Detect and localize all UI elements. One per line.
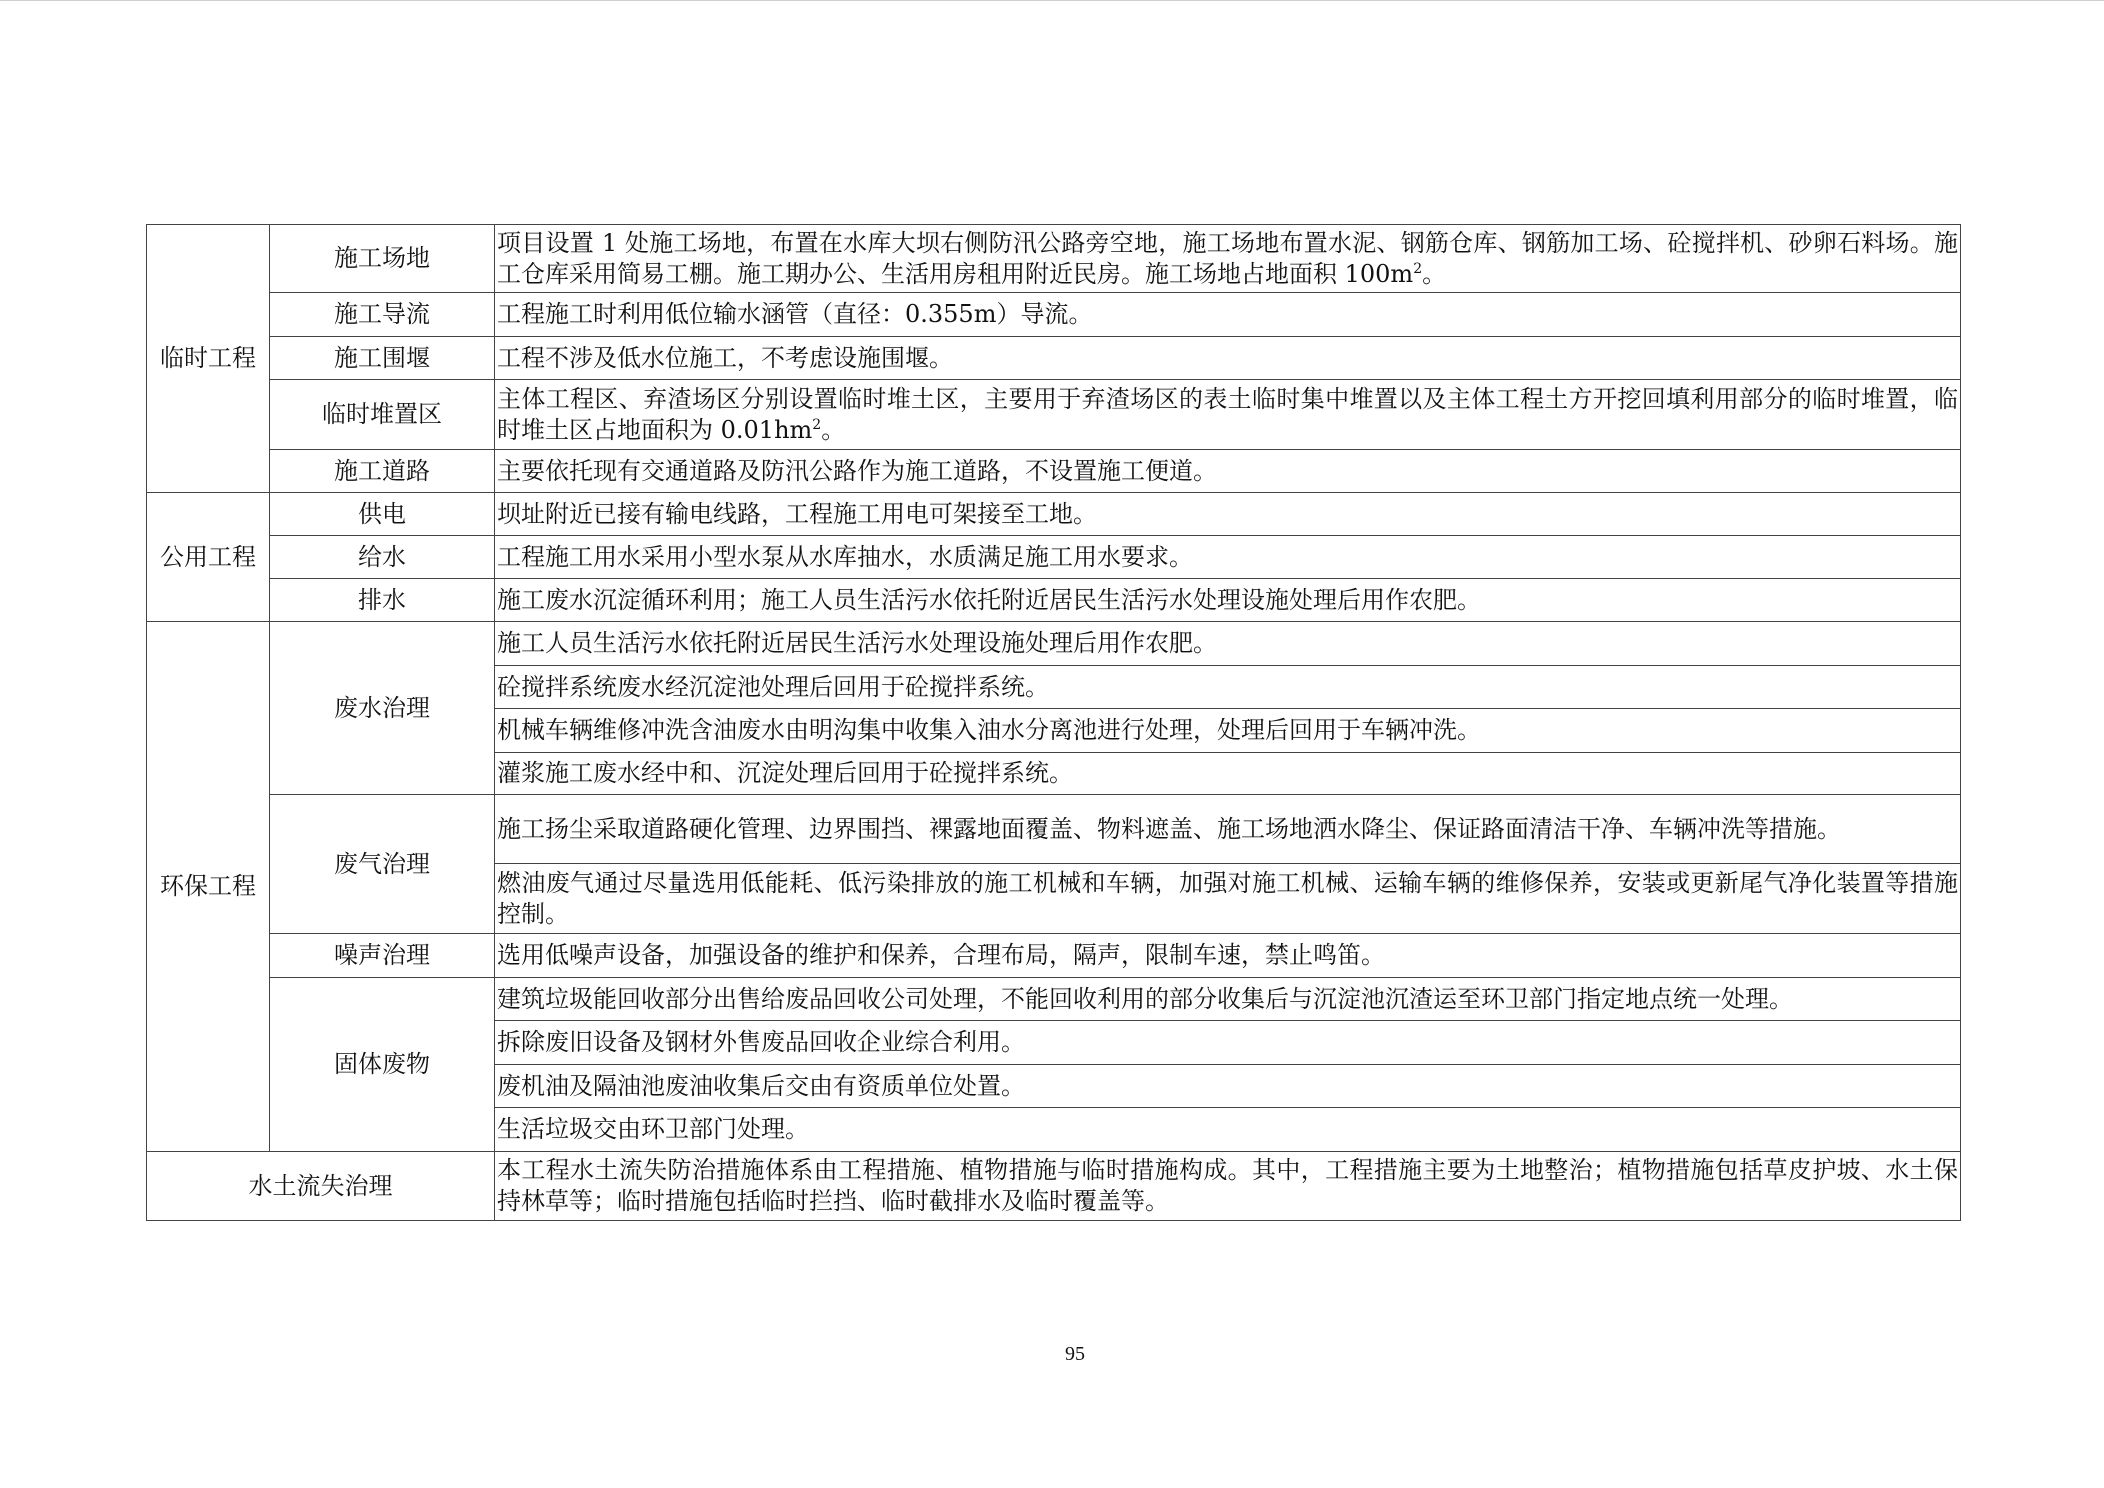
- category-label: 临时工程: [160, 344, 256, 372]
- subitem-cell: [270, 978, 495, 1152]
- table-row: [147, 225, 1961, 293]
- subitem-cell: [270, 622, 495, 795]
- page-number: 95: [1065, 1343, 1085, 1365]
- description-cell: [495, 934, 1961, 978]
- description-text: 主要依托现有交通道路及防汛公路作为施工道路，不设置施工便道。: [497, 456, 1217, 485]
- description-cell: [495, 666, 1961, 709]
- category-cell: [147, 493, 270, 622]
- subitem-cell: [270, 293, 495, 337]
- category-cell: [147, 225, 270, 493]
- subitem-label: 噪声治理: [334, 941, 430, 969]
- description-text: 本工程水土流失防治措施体系由工程措施、植物措施与临时措施构成。其中，工程措施主要为土地整治；植物措施包括草皮护坡、水土保持林草等；临时措施包括临时拦挡、临时截排水及临时覆盖等。: [497, 1156, 1958, 1215]
- description-text: 施工废水沉淀循环利用；施工人员生活污水依托附近居民生活污水处理设施处理后用作农肥。: [497, 585, 1481, 614]
- description-text-end: 。: [821, 415, 846, 444]
- subitem-cell: [270, 934, 495, 978]
- description-text: 主体工程区、弃渣场区分别设置临时堆土区，主要用于弃渣场区的表土临时集中堆置以及主体工程土方开挖回填利用部分的临时堆置，临时堆土区占地面积为 0.01hm: [497, 384, 1958, 444]
- description-cell: [495, 225, 1961, 293]
- description-cell: [495, 380, 1961, 450]
- description-text: 生活垃圾交由环卫部门处理。: [497, 1115, 809, 1143]
- description-cell: [495, 1152, 1961, 1221]
- table-row: [147, 380, 1961, 450]
- description-text: 工程施工时利用低位输水涵管（直径：0.355m）导流。: [497, 300, 1093, 328]
- description-text: 选用低噪声设备，加强设备的维护和保养，合理布局，隔声，限制车速，禁止鸣笛。: [497, 941, 1385, 969]
- category-cell: [147, 622, 270, 1152]
- description-cell: [495, 1021, 1961, 1065]
- description-text: 燃油废气通过尽量选用低能耗、低污染排放的施工机械和车辆，加强对施工机械、运输车辆的维修保养，安装或更新尾气净化装置等措施控制。: [497, 868, 1958, 928]
- description-text: 建筑垃圾能回收部分出售给废品回收公司处理，不能回收利用的部分收集后与沉淀池沉渣运至环卫部门指定地点统一处理。: [497, 984, 1793, 1013]
- table-row: [147, 536, 1961, 579]
- subitem-cell: [270, 493, 495, 536]
- subitem-label: 供电: [358, 499, 406, 528]
- description-text: 拆除废旧设备及钢材外售废品回收企业综合利用。: [497, 1028, 1025, 1056]
- description-text: 砼搅拌系统废水经沉淀池处理后回用于砼搅拌系统。: [497, 672, 1049, 701]
- subitem-cell: [270, 795, 495, 934]
- subitem-cell: [270, 225, 495, 293]
- subitem-label: 施工导流: [334, 300, 430, 328]
- table-row: [147, 934, 1961, 978]
- description-text: 项目设置 1 处施工场地，布置在水库大坝右侧防汛公路旁空地，施工场地布置水泥、钢筋仓库、钢筋加工场、砼搅拌机、砂卵石料场。施工仓库采用简易工棚。施工期办公、生活用房租用附近民房。施工场地占地面积 100m: [497, 228, 1958, 288]
- table-row: [147, 579, 1961, 622]
- description-text: 工程不涉及低水位施工，不考虑设施围堰。: [497, 343, 953, 372]
- subitem-label: 固体废物: [334, 1050, 430, 1078]
- table-row: [147, 978, 1961, 1021]
- description-cell: [495, 1065, 1961, 1108]
- subitem-label: 排水: [358, 585, 406, 614]
- table-row: [147, 795, 1961, 864]
- project-composition-table: [146, 224, 1961, 1221]
- subitem-label: 给水: [358, 542, 406, 571]
- description-text: 机械车辆维修冲洗含油废水由明沟集中收集入油水分离池进行处理，处理后回用于车辆冲洗。: [497, 716, 1481, 744]
- description-text: 灌浆施工废水经中和、沉淀处理后回用于砼搅拌系统。: [497, 759, 1073, 787]
- description-text: 坝址附近已接有输电线路，工程施工用电可架接至工地。: [497, 499, 1097, 528]
- description-cell: [495, 536, 1961, 579]
- subitem-cell: [270, 536, 495, 579]
- description-text: 工程施工用水采用小型水泵从水库抽水，水质满足施工用水要求。: [497, 542, 1193, 571]
- subitem-cell: [270, 579, 495, 622]
- subitem-label: 施工场地: [334, 244, 430, 272]
- subitem-cell: [270, 337, 495, 380]
- description-text: 施工人员生活污水依托附近居民生活污水处理设施处理后用作农肥。: [497, 629, 1217, 657]
- description-cell: [495, 293, 1961, 337]
- subitem-label: 废气治理: [334, 849, 430, 878]
- category-label: 环保工程: [160, 872, 256, 900]
- table-row: [147, 293, 1961, 337]
- description-text-end: 。: [1422, 259, 1447, 288]
- description-cell: [495, 1108, 1961, 1152]
- subitem-cell: [270, 380, 495, 450]
- table-row: [147, 1152, 1961, 1221]
- description-cell: [495, 753, 1961, 795]
- description-text: 废机油及隔油池废油收集后交由有资质单位处置。: [497, 1071, 1025, 1100]
- category-label: 公用工程: [160, 542, 256, 571]
- table-row: [147, 493, 1961, 536]
- description-cell: [495, 579, 1961, 622]
- subitem-label: 临时堆置区: [322, 400, 442, 428]
- category-label: 水土流失治理: [248, 1171, 393, 1200]
- subitem-label: 施工围堰: [334, 343, 430, 372]
- description-text: 施工扬尘采取道路硬化管理、边界围挡、裸露地面覆盖、物料遮盖、施工场地洒水降尘、保证路面清洁干净、车辆冲洗等措施。: [497, 814, 1841, 843]
- category-cell: [147, 1152, 495, 1221]
- table-row: [147, 450, 1961, 493]
- description-cell: [495, 864, 1961, 934]
- description-cell: [495, 978, 1961, 1021]
- top-border-line: [0, 0, 2104, 1]
- description-cell: [495, 709, 1961, 753]
- description-cell: [495, 450, 1961, 493]
- subitem-cell: [270, 450, 495, 493]
- description-cell: [495, 622, 1961, 666]
- description-cell: [495, 493, 1961, 536]
- subitem-label: 施工道路: [334, 456, 430, 485]
- description-cell: [495, 337, 1961, 380]
- subitem-label: 废水治理: [334, 693, 430, 722]
- superscript: 2: [812, 416, 822, 433]
- description-cell: [495, 795, 1961, 864]
- superscript: 2: [1413, 260, 1423, 277]
- table-row: [147, 337, 1961, 380]
- table-row: [147, 622, 1961, 666]
